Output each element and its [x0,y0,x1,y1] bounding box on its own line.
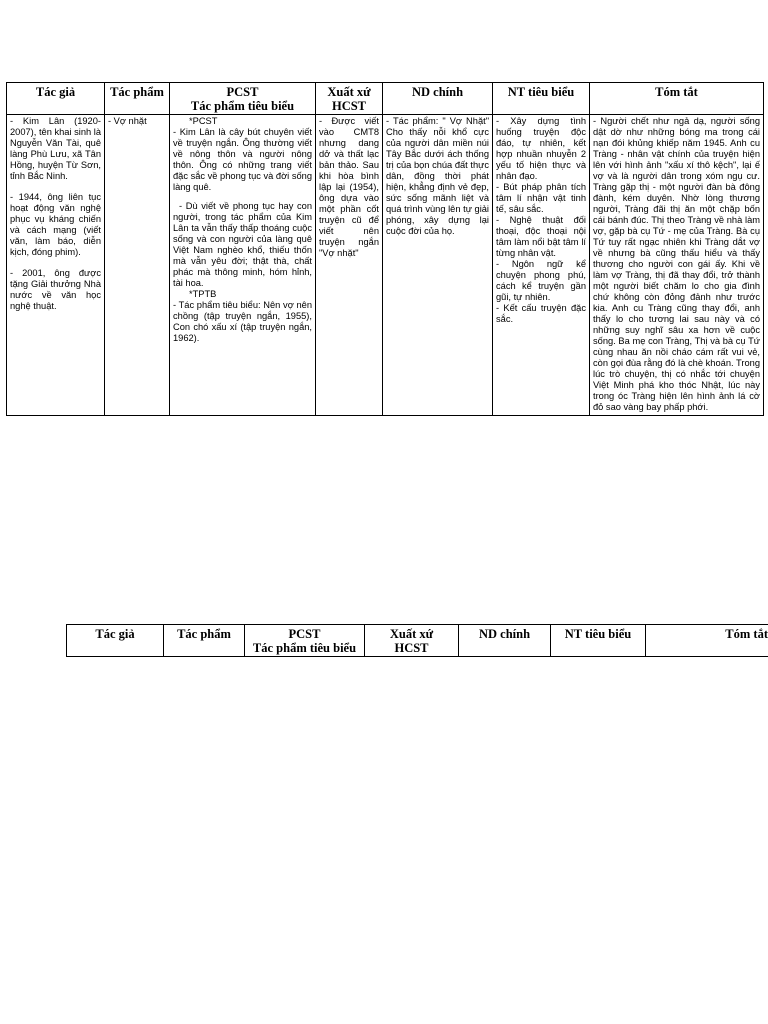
header-author: Tác giả [7,83,105,115]
style-heading: *PCST [189,116,218,126]
table-header-row [67,625,768,657]
cell-work [105,115,170,416]
table-row [7,115,764,416]
header-style-line1: PCST [226,85,259,99]
art-point-5: - Kết cấu truyện đặc sắc. [496,303,586,324]
art-point-4: - Ngôn ngữ kể chuyện phong phú, cách kể truyện gần gũi, tự nhiên. [496,259,586,302]
cell-summary [590,115,764,416]
cell-art [493,115,590,416]
header-style-line1: PCST [288,627,321,641]
author-activity: - 1944, ông liên tục hoạt động văn nghệ phục vụ kháng chiến và cách mạng (viết văn, làm báo, diễn kịch, đóng phim). [10,192,101,257]
style-point-2: - Dù viết về phong tục hay con người, trong tác phẩm của Kim Lân ta vẫn thấy thấp thoáng cuộc sống và con người của làng quê Việt Nam nghèo khổ, thiếu thốn mà vẫn yêu đời; thật thà, chất phác mà thông minh, hóm hỉnh, tài hoa. [173,201,312,288]
work-title: - Vợ nhặt [108,116,147,126]
header-style-line2: Tác phẩm tiêu biểu [252,641,357,655]
header-content: ND chính [383,83,493,115]
header-origin-line2: HCST [394,641,429,655]
art-point-1: - Xây dựng tình huống truyện độc đáo, tự nhiên, kết hợp nhuần nhuyễn 2 yếu tố hiện thực và nhân đạo. [496,116,586,181]
header-origin [365,625,459,657]
header-summary: Tóm tắt [590,83,764,115]
author-bio: - Kim Lân (1920-2007), tên khai sinh là Nguyễn Văn Tài, quê làng Phù Lưu, xã Tân Hồng, huyện Từ Sơn, tỉnh Bắc Ninh. [10,116,101,181]
header-summary: Tóm tắt [646,625,768,657]
art-point-2: - Bút pháp phân tích tâm lí nhận vật tinh tế, sâu sắc. [496,182,586,214]
header-style [245,625,365,657]
cell-content [383,115,493,416]
header-origin-line1: Xuất xứ [389,627,434,641]
summary-table [6,82,764,416]
header-origin-line1: Xuất xứ [327,85,371,99]
header-origin-line2: HCST [331,99,367,113]
art-point-3: - Nghệ thuật đối thoại, độc thoại nội tâm làm nổi bật tâm lí từng nhân vật. [496,215,586,258]
cell-style [170,115,316,416]
header-art: NT tiêu biểu [493,83,590,115]
summary-text: - Người chết như ngả dạ, người sống dật dờ như những bóng ma trong cái nạn đói khủng khiếp năm 1945. Anh cu Tràng - nhân vật chính của truyện hiện lên với hình ảnh "xấu xí thô kệch", lại ế vợ và là người dân trong xóm ngụ cư. Tràng gặp thị - một người đàn bà đông đành, kém duyên. Nhờ lòng thương người, Tràng đãi thị ăn một chặp bốn cái bánh đúc. Thị theo Tràng về nhà làm vợ, gặp bà cụ Tứ - mẹ của Tràng. Bà cụ Tứ tuy rất ngạc nhiên khi Tràng dắt vợ về nhưng bà cũng thấu hiểu và thấy thương cho người con gái ấy. Khi về làm vợ Tràng, thị đã thay đổi, trở thành một người biết chăm lo cho gia đình chứ không còn đỏng đảnh như trước kia. Anh cu Tràng cũng thay đổi, anh thấy lo cho tương lai sau này và có những suy nghĩ sâu xa hơn về cuộc sống. Ba mẹ con Tràng, Thị và bà cụ Tứ cùng nhau ăn nồi cháo cám rất vui vẻ, còn gọi đùa rằng đó là chè khoán. Trong lúc trò chuyện, thị có nhắc tới chuyện Việt Minh phá kho thóc Nhật, lúc này trong óc Tràng hiện lên hình ảnh lá cờ đỏ sao vàng bay phấp phới. [593,116,760,412]
header-work: Tác phẩm [105,83,170,115]
header-art: NT tiêu biểu [551,625,646,657]
header-style [170,83,316,115]
origin-text: - Được viết vào CMT8 nhưng dang dở và thất lạc bản thảo. Sau khi hòa bình lập lại (1954), ông dựa vào một phần cốt truyện cũ để viết nên truyện ngắn "Vợ nhặt" [319,116,379,258]
blank-table [66,624,768,657]
header-origin [316,83,383,115]
author-award: - 2001, ông được tặng Giải thưởng Nhà nước về văn học nghệ thuật. [10,268,101,311]
works-heading: *TPTB [189,289,217,299]
header-content: ND chính [459,625,551,657]
works-list: - Tác phẩm tiêu biểu: Nên vợ nên chồng (tập truyện ngắn, 1955), Con chó xấu xí (tập truyện ngắn, 1962). [173,300,312,343]
header-style-line2: Tác phẩm tiêu biểu [190,99,295,113]
content-text: - Tác phẩm: " Vợ Nhặt" Cho thấy nỗi khổ cực của người dân miền núi Tây Bắc dưới ách thống trị của bọn chúa đất thực dân, đồng thời phát hiện, khẳng định vẻ đẹp, sức sống mãnh liệt và quá trình vùng lên tự giải phóng, xây dựng lại cuộc đời của họ. [386,116,489,236]
style-point-1: - Kim Lân là cây bút chuyên viết về truyện ngắn. Ông thường viết về nông thôn và người nông thôn. Ông có những trang viết đặc sắc về phong tục và đời sống làng quê. [173,127,312,192]
cell-author [7,115,105,416]
header-author: Tác giả [67,625,164,657]
header-work: Tác phẩm [164,625,245,657]
table-header-row [7,83,764,115]
cell-origin [316,115,383,416]
